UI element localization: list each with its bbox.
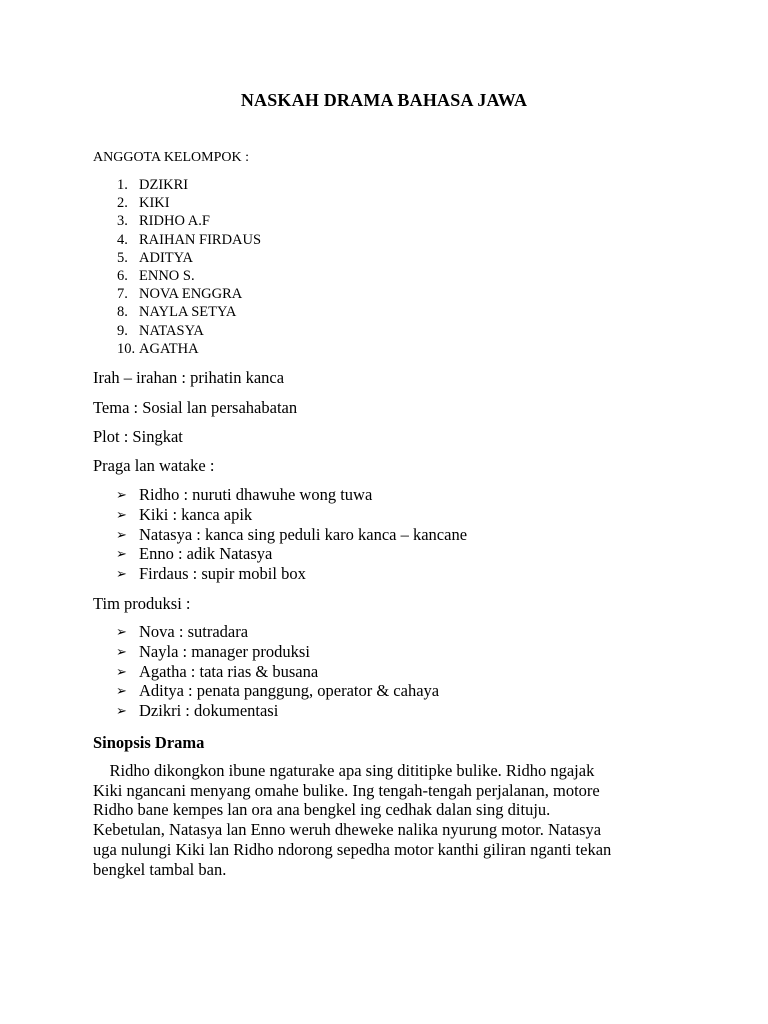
synopsis-line: Ridho dikongkon ibune ngaturake apa sing dititipke bulike. Ridho ngajak [93, 761, 595, 780]
tim-label: Tim produksi : [93, 594, 191, 613]
irah-irahan-line: Irah – irahan : prihatin kanca [93, 368, 285, 387]
tim-list [116, 622, 439, 721]
list-item: ➢ Aditya : penata panggung, operator & cahaya [116, 681, 440, 701]
synopsis-line: uga nulungi Kiki lan Ridho ndorong sepedha motor kanthi giliran nganti tekan [93, 839, 612, 859]
document-title: NASKAH DRAMA BAHASA JAWA [240, 90, 528, 110]
list-item: 2. KIKI [117, 195, 170, 212]
synopsis-line: Kebetulan, Natasya lan Enno weruh dheweke nalika nyurung motor. Natasya [93, 820, 602, 840]
arrowhead-bullet-icon: ➢ [116, 624, 127, 639]
members-list [93, 176, 261, 358]
list-item: ➢ Natasya : kanca sing peduli karo kanca – kancane [116, 524, 468, 544]
synopsis-paragraph [93, 761, 673, 879]
arrowhead-bullet-icon: ➢ [116, 663, 127, 679]
list-item: 1. DZIKRI [117, 177, 189, 193]
list-item: ➢ Nayla : manager produksi [116, 641, 310, 661]
plot-line: Plot : Singkat [93, 427, 183, 446]
list-item: 6. ENNO S. [117, 268, 195, 285]
praga-list [116, 485, 467, 584]
list-item: ➢ Ridho : nuruti dhawuhe wong tuwa [116, 485, 373, 504]
synopsis-line: bengkel tambal ban. [93, 859, 227, 879]
arrowhead-bullet-icon: ➢ [116, 526, 127, 542]
synopsis-line: Ridho bane kempes lan ora ana bengkel ing cedhak dalan sing dituju. [93, 800, 551, 820]
list-item: 7. NOVA ENGGRA [117, 286, 243, 303]
list-item: 8. NAYLA SETYA [117, 304, 237, 321]
members-label: ANGGOTA KELOMPOK : [93, 150, 249, 165]
arrowhead-bullet-icon: ➢ [116, 566, 127, 582]
list-item: 3. RIDHO A.F [117, 213, 210, 230]
arrowhead-bullet-icon: ➢ [116, 487, 127, 502]
list-item: ➢ Dzikri : dokumentasi [116, 701, 279, 721]
arrowhead-bullet-icon: ➢ [116, 643, 127, 659]
synopsis-line: Kiki ngancani menyang omahe bulike. Ing tengah-tengah perjalanan, motore [93, 780, 600, 800]
list-item: ➢ Agatha : tata rias & busana [116, 661, 319, 681]
arrowhead-bullet-icon: ➢ [116, 546, 127, 562]
arrowhead-bullet-icon: ➢ [116, 683, 127, 699]
arrowhead-bullet-icon: ➢ [116, 703, 127, 719]
tema-line: Tema : Sosial lan persahabatan [93, 398, 298, 417]
list-item: 10. AGATHA [117, 340, 199, 357]
praga-label: Praga lan watake : [93, 456, 215, 475]
list-item: 5. ADITYA [117, 249, 193, 266]
list-item: ➢ Nova : sutradara [116, 622, 249, 641]
list-item: ➢ Firdaus : supir mobil box [116, 564, 306, 584]
list-item: ➢ Enno : adik Natasya [116, 544, 273, 564]
synopsis-heading: Sinopsis Drama [93, 733, 205, 752]
list-item: 4. RAIHAN FIRDAUS [117, 231, 262, 248]
list-item: ➢ Kiki : kanca apik [116, 504, 253, 524]
list-item: 9. NATASYA [117, 322, 204, 339]
arrowhead-bullet-icon: ➢ [116, 506, 127, 522]
